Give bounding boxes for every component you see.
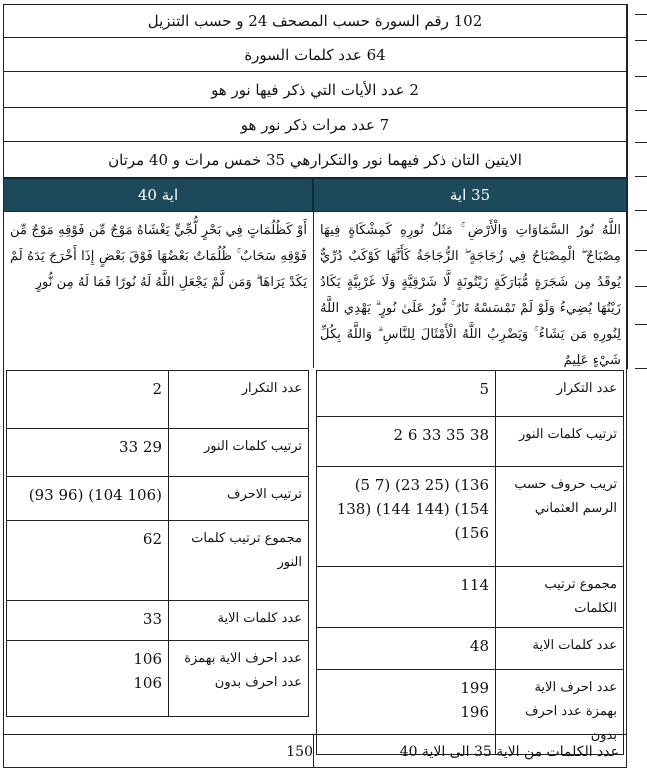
ayah35-total-cell	[313, 734, 627, 768]
stat-label: عدد كلمات الاية	[169, 601, 309, 641]
ayah35-stats-table	[316, 370, 624, 755]
stat-label: تريب حروف حسب الرسم العثماني	[496, 467, 624, 567]
ayah40-text: أَوْ كَظُلُمَاتٍ فِي بَحْرٍ لُّجِّيٍّ يَغْشَاهُ مَوْجٌ مِّن فَوْقِهِ مَوْجٌ مِّن فَوْقِهِ سَحَابٌ ۚ ظُلُمَاتٌ بَعْضُهَا فَوْقَ بَعْضٍ إِذَا أَخْرَجَ يَدَهُ لَمْ يَكَدْ يَرَاهَا ۗ وَمَن لَّمْ يَجْعَلِ اللَّهُ لَهُ نُورًا فَمَا لَهُ مِن نُّورٍ	[3, 212, 313, 368]
stat-label: عدد احرف الاية بهمزة عدد احرف بدون	[496, 670, 624, 755]
stat-value: 29 33	[7, 429, 169, 477]
stat-value: 48	[317, 628, 496, 670]
table-row	[7, 429, 309, 477]
table-row	[317, 371, 624, 417]
ayah35-header: 35 اية	[313, 178, 627, 212]
stat-label: عدد التكرار	[169, 371, 309, 429]
stat-label: ترتيب الاحرف	[169, 477, 309, 521]
table-row	[317, 628, 624, 670]
ayah40-stats-table	[6, 370, 309, 717]
table-row	[7, 601, 309, 641]
stat-value: 106 106	[7, 641, 169, 717]
summary-row: الايتين التان ذكر فيهما نور والتكرارهي 35 خمس مرات و 40 مرتان	[3, 142, 627, 178]
ayah40-header: اية 40	[3, 178, 313, 212]
total-word-count-label: عدد الكلمات من الاية 35 الى الاية 40	[399, 743, 619, 760]
surah-word-count-row: 64 عدد كلمات السورة	[3, 38, 627, 72]
stat-label: مجموع ترتيب الكلمات	[496, 567, 624, 628]
stat-value: 38 35 33 6 2	[317, 417, 496, 467]
table-row	[7, 641, 309, 717]
stat-label: عدد كلمات الاية	[496, 628, 624, 670]
stat-value: 33	[7, 601, 169, 641]
margin-ruler	[627, 4, 647, 369]
stat-value: 136) (25 23) (7 5) 154) (144 144) (138 156)	[317, 467, 496, 567]
table-row	[7, 521, 309, 601]
stat-value: 114	[317, 567, 496, 628]
ayah35-text: اللَّهُ نُورُ السَّمَاوَاتِ وَالْأَرْضِ ۚ مَثَلُ نُورِهِ كَمِشْكَاةٍ فِيهَا مِصْبَاحٌ ۖ الْمِصْبَاحُ فِي زُجَاجَةٍ ۖ الزُّجَاجَةُ كَأَنَّهَا كَوْكَبٌ دُرِّيٌّ يُوقَدُ مِن شَجَرَةٍ مُّبَارَكَةٍ زَيْتُونَةٍ لَّا شَرْقِيَّةٍ وَلَا غَرْبِيَّةٍ يَكَادُ زَيْتُهَا يُضِيءُ وَلَوْ لَمْ تَمْسَسْهُ نَارٌ ۚ نُّورٌ عَلَىٰ نُورٍ ۗ يَهْدِي اللَّهُ لِنُورِهِ مَن يَشَاءُ ۚ وَيَضْرِبُ اللَّهُ الْأَمْثَالَ لِلنَّاسِ ۗ وَاللَّهُ بِكُلِّ شَيْءٍ عَلِيمٌ	[313, 212, 627, 368]
table-row	[317, 417, 624, 467]
table-row	[317, 567, 624, 628]
surah-number-row: 102 رقم السورة حسب المصحف 24 و حسب التنزيل	[3, 4, 627, 38]
stat-value: 199 196	[317, 670, 496, 755]
ayah40-total-cell	[3, 734, 313, 768]
stat-value: 62	[7, 521, 169, 601]
table-row	[7, 477, 309, 521]
total-word-count-value: 150	[286, 743, 313, 760]
stat-label: ترتيب كلمات النور	[496, 417, 624, 467]
stat-label: عدد التكرار	[496, 371, 624, 417]
stat-label: ترتيب كلمات النور	[169, 429, 309, 477]
ayah-count-row: 2 عدد الأيات التي ذكر فيها نور هو	[3, 72, 627, 108]
stat-value: 5	[317, 371, 496, 417]
stat-label: عدد احرف الاية بهمزة عدد احرف بدون	[169, 641, 309, 717]
mention-count-row: 7 عدد مرات ذكر نور هو	[3, 108, 627, 142]
table-row	[7, 371, 309, 429]
stat-label: مجموع ترتيب كلمات النور	[169, 521, 309, 601]
table-row	[317, 467, 624, 567]
stat-value: 2	[7, 371, 169, 429]
stat-value: (106 104) (96 93)	[7, 477, 169, 521]
